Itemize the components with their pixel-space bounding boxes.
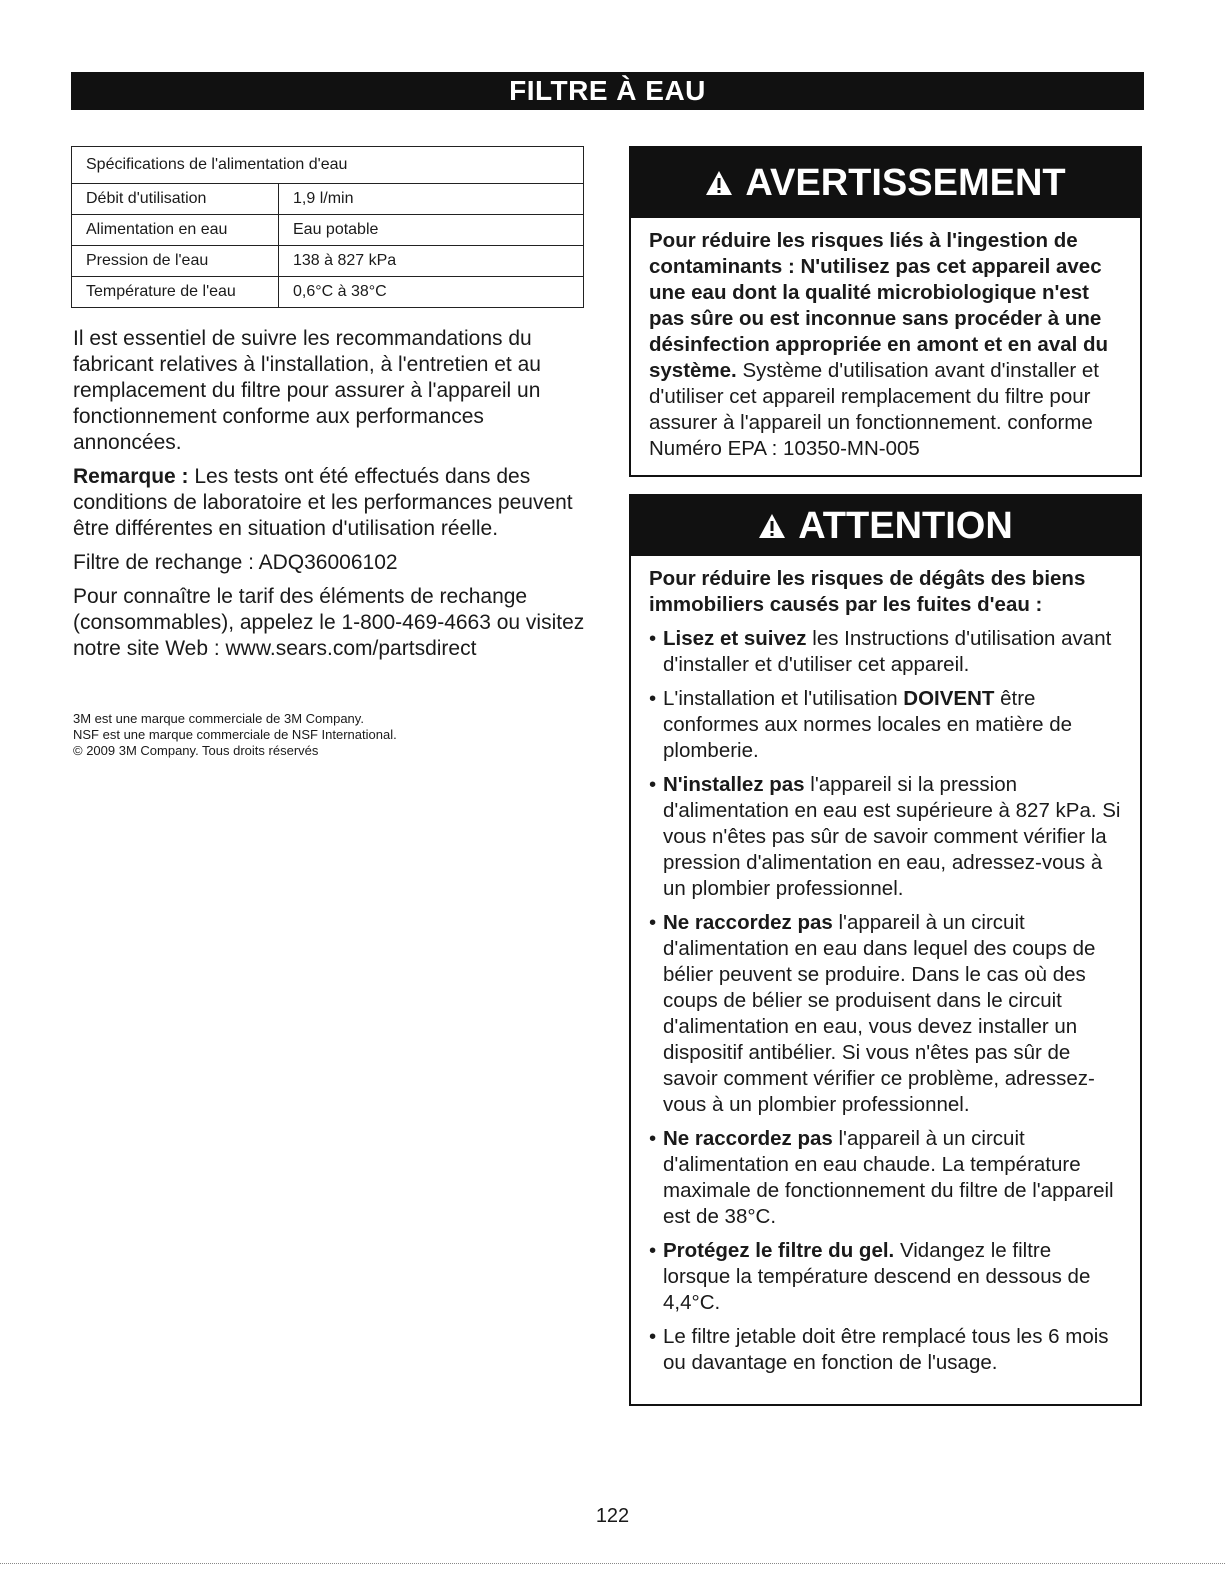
table-row bbox=[72, 184, 584, 215]
warning-bold-text: Pour réduire les risques liés à l'ingestion de contaminants : N'utilisez pas cet appareil avec une eau dont la qualité microbiologique n'est pas sûre ou est inconnue sans procéder à une désinfection appropriée en amont et en aval du système. bbox=[649, 229, 1109, 382]
table-row bbox=[72, 246, 584, 277]
list-item bbox=[649, 626, 1122, 678]
copyright: © 2009 3M Company. Tous droits réservés bbox=[73, 743, 319, 758]
bullet-rest: l'appareil à un circuit d'alimentation en eau chaude. La température maximale de fonctionnement du filtre de l'appareil est de 38°C. bbox=[663, 1127, 1114, 1228]
paragraph-contact: Pour connaître le tarif des éléments de rechange (consommables), appelez le 1-800-469-4663 ou visitez notre site Web : www.sears.com/partsdirect bbox=[73, 585, 585, 660]
table-row bbox=[72, 147, 584, 184]
list-item bbox=[649, 772, 1122, 902]
warning-header bbox=[631, 148, 1140, 218]
warning-heading: AVERTISSEMENT bbox=[745, 161, 1066, 204]
bullet-bold: Lisez et suivez bbox=[663, 627, 807, 650]
attention-heading: ATTENTION bbox=[798, 504, 1013, 547]
warning-body bbox=[631, 218, 1140, 478]
bullet-rest: l'appareil si la pression d'alimentation en eau est supérieure à 827 kPa. Si vous n'êtes pas sûr de savoir comment vérifier la pression d'alimentation en eau, adressez-vous à un plombier professionnel. bbox=[663, 773, 1121, 900]
remarque-label: Remarque : bbox=[73, 465, 189, 488]
attention-intro-text: Pour réduire les risques de dégâts des biens immobiliers causés par les fuites d'eau : bbox=[649, 567, 1086, 616]
bullet-bold: Protégez le filtre du gel. bbox=[663, 1239, 895, 1262]
attention-intro bbox=[649, 566, 1122, 618]
table-cell-label: Débit d'utilisation bbox=[72, 184, 279, 215]
table-cell-value: 138 à 827 kPa bbox=[279, 246, 584, 277]
list-item bbox=[649, 1324, 1122, 1376]
list-item bbox=[649, 1238, 1122, 1316]
table-row bbox=[72, 277, 584, 308]
bullet-rest: les Instructions d'utilisation avant d'installer et d'utiliser cet appareil. bbox=[663, 627, 1112, 676]
table-header: Spécifications de l'alimentation d'eau bbox=[72, 147, 584, 184]
warning-box bbox=[629, 146, 1142, 477]
paragraph-recommendations: Il est essentiel de suivre les recommandations du fabricant relatives à l'installation, à l'entretien et au remplacement du filtre pour assurer à l'appareil un fonctionnement conforme aux performances annoncées. bbox=[73, 327, 541, 454]
list-item bbox=[649, 1126, 1122, 1230]
warning-regular-text: Système d'utilisation avant d'installer et d'utiliser cet appareil remplacement du filtre pour assurer à l'appareil un fonctionnement. conforme Numéro EPA : 10350-MN-005 bbox=[649, 359, 1099, 460]
spec-table bbox=[71, 146, 584, 308]
trademark-notes bbox=[73, 711, 593, 759]
warning-triangle-icon bbox=[758, 513, 786, 539]
attention-body bbox=[631, 556, 1140, 1392]
page-number: 122 bbox=[595, 1505, 630, 1527]
bullet-bold: Ne raccordez pas bbox=[663, 1127, 833, 1150]
bullet-rest: être conformes aux normes locales en matière de plomberie. bbox=[663, 687, 1073, 762]
trademark-3m: 3M est une marque commerciale de 3M Company. bbox=[73, 711, 364, 726]
list-item bbox=[649, 686, 1122, 764]
bullet-bold: N'installez pas bbox=[663, 773, 805, 796]
warning-triangle-icon bbox=[705, 170, 733, 196]
page-title: FILTRE À EAU bbox=[71, 72, 1144, 110]
attention-header bbox=[631, 496, 1140, 556]
table-cell-value: 0,6°C à 38°C bbox=[279, 277, 584, 308]
remarque-text: Les tests ont été effectués dans des conditions de laboratoire et les performances peuvent être différentes en situation d'utilisation réelle. bbox=[73, 465, 573, 540]
table-cell-label: Alimentation en eau bbox=[72, 215, 279, 246]
left-column bbox=[73, 326, 593, 670]
list-item bbox=[649, 910, 1122, 1118]
paragraph-replacement-filter: Filtre de rechange : ADQ36006102 bbox=[73, 551, 398, 574]
bullet-pre: L'installation et l'utilisation bbox=[663, 687, 904, 710]
table-cell-value: 1,9 l/min bbox=[279, 184, 584, 215]
bullet-rest: Vidangez le filtre lorsque la température descend en dessous de 4,4°C. bbox=[663, 1239, 1091, 1314]
bullet-pre: Le filtre jetable doit être remplacé tous les 6 mois ou davantage en fonction de l'usage. bbox=[663, 1325, 1109, 1374]
attention-box bbox=[629, 494, 1142, 1406]
bullet-rest: l'appareil à un circuit d'alimentation en eau dans lequel des coups de bélier peuvent se produire. Dans le cas où des coups de bélier se produisent dans le circuit d'alimentation en eau, vous devez installer un dispositif antibélier. Si vous n'êtes pas sûr de savoir comment vérifier ce problème, adressez-vous à un plombier professionnel. bbox=[663, 911, 1096, 1116]
paragraph-remarque bbox=[73, 464, 593, 542]
table-row bbox=[72, 215, 584, 246]
table-cell-label: Température de l'eau bbox=[72, 277, 279, 308]
warning-text bbox=[649, 228, 1122, 462]
bullet-bold: Ne raccordez pas bbox=[663, 911, 833, 934]
bullet-bold: DOIVENT bbox=[903, 687, 995, 710]
trademark-nsf: NSF est une marque commerciale de NSF International. bbox=[73, 727, 397, 742]
bottom-divider bbox=[0, 1563, 1225, 1564]
table-cell-label: Pression de l'eau bbox=[72, 246, 279, 277]
table-cell-value: Eau potable bbox=[279, 215, 584, 246]
